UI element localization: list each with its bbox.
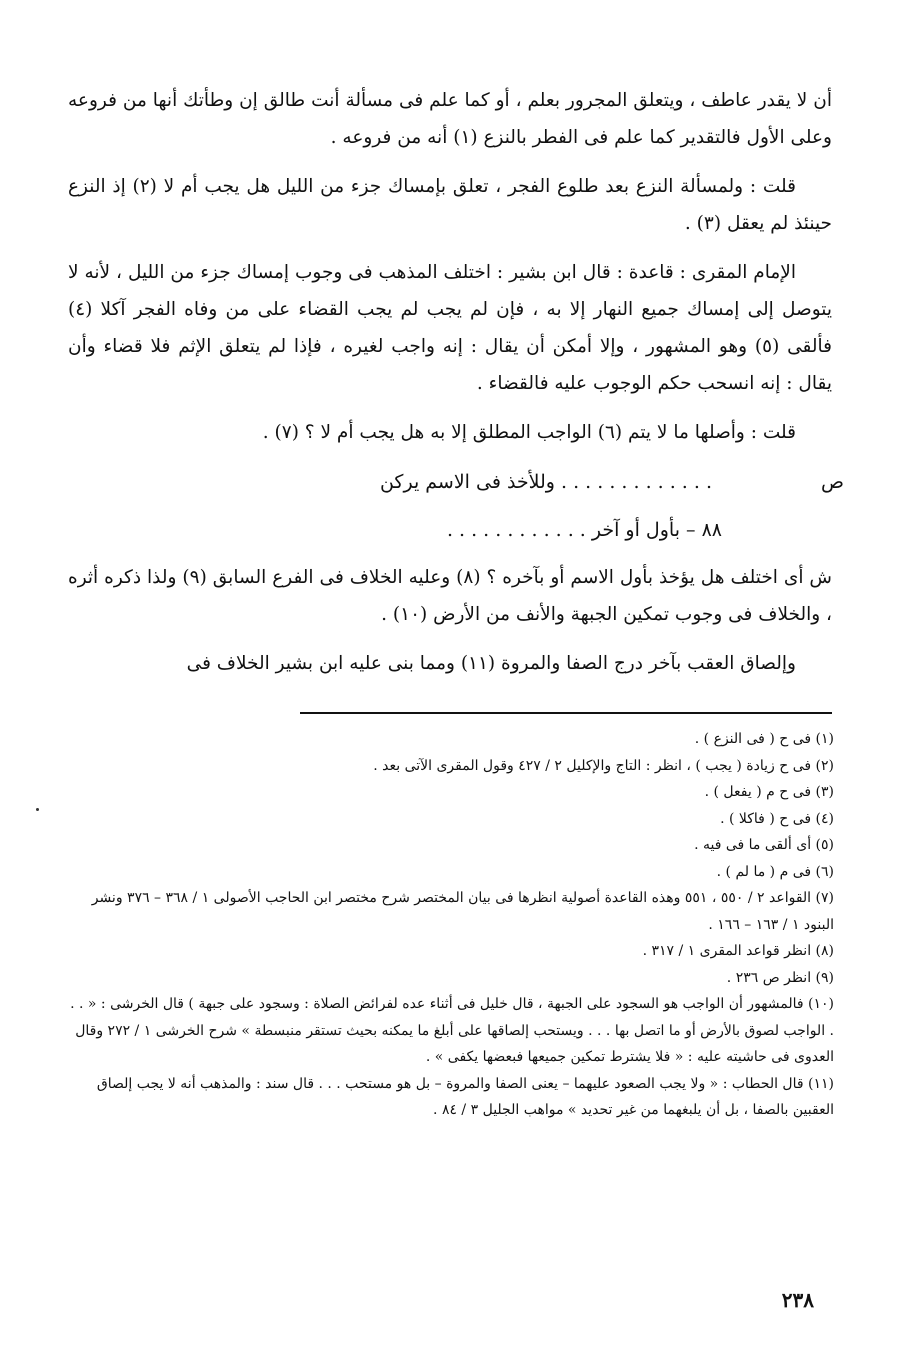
verse-text-1: . . . . . . . . . . . . . وللأخذ فى الاسم يركن (379, 471, 712, 493)
margin-dot (36, 808, 39, 811)
footnote: (٥) أى ألقى ما فى فيه . (694, 837, 834, 853)
footnote: (٢) فى ح زيادة ( يجب ) ، انظر : التاج والإكليل ٢ / ٤٢٧ وقول المقرى الآتى بعد . (373, 757, 834, 774)
footnote: (١٠) فالمشهور أن الواجب هو السجود على الجبهة ، قال خليل فى أثناء عده لفرائض الصلاة : وسجود على جبهة ) قال الخرشى : « . . . الواجب لصوق بالأرض أو ما اتصل بها . . . ويستحب إلصاقها على أبلغ ما يمكنه بحيث تستقر منبسطة » شرح الخرشى ١ / ٢٧٢ وقال العدوى فى حاشيته عليه : « فلا يشترط تمكين جميعها فبعضها يكفى » . (70, 996, 834, 1065)
paragraph-2: قلت : ولمسألة النزع بعد طلوع الفجر ، تعلق بإمساك جزء من الليل هل يجب أم لا (٢) إذ النزع حينئذ لم يعقل (٣) . (68, 176, 832, 234)
paragraph-3: الإمام المقرى : قاعدة : قال ابن بشير : اختلف المذهب فى وجوب إمساك جزء من الليل ، لأنه لا يتوصل إلى إمساك جميع النهار إلا به ، فإن لم يجب لم يجب القضاء على من وفاه الفجر آكلا (٤) فألقى (٥) وهو المشهور ، وإلا أمكن أن يقال : إنه واجب لغيره ، فإذا لم يتعلق الإثم فلا قضاء وأن يقال : إنه انسحب حكم الوجوب عليه فالقضاء . (68, 262, 832, 394)
verse-line-1 (68, 463, 844, 511)
paragraph-1: أن لا يقدر عاطف ، ويتعلق المجرور بعلم ، أو كما علم فى مسألة أنت طالق إن وطأتك أنها من فروعه وعلى الأول فالتقدير كما علم فى الفطر بالنزع (١) أنه من فروعه . (68, 90, 832, 148)
footnote: (٣) فى ح م ( يفعل ) . (704, 784, 834, 800)
footnote: (١١) قال الحطاب : « ولا يجب الصعود عليهما – يعنى الصفا والمروة – بل هو مستحب . . . قال سند : والمذهب أنه لا يجب إلصاق العقبين بالصفا ، بل أن يلبغهما من غير تحديد » مواهب الجليل ٣ / ٨٤ . (96, 1075, 834, 1118)
footnote: (٧) القواعد ٢ / ٥٥٠ ، ٥٥١ وهذه القاعدة أصولية انظرها فى بيان المختصر شرح مختصر ابن الحاجب الأصولى ١ / ٣٦٨ – ٣٧٦ ونشر البنود ١ / ١٦٣ – ١٦٦ . (91, 890, 834, 933)
verse-line-2 (68, 511, 832, 559)
footnote: (١) فى ح ( فى النزع ) . (694, 731, 834, 747)
footnote: (٦) فى م ( ما لم ) . (716, 863, 834, 880)
verse-label: ص (821, 471, 844, 493)
footnote: (٤) فى ح ( فاكلا ) . (720, 810, 834, 827)
footnote: (٩) انظر ص ٢٣٦ . (726, 969, 834, 986)
verse-text-2: ٨٨ – بأول أو آخر . . . . . . . . . . . . (446, 519, 722, 541)
footnote-divider (300, 712, 832, 714)
paragraph-6: وإلصاق العقب بآخر درج الصفا والمروة (١١) ومما بنى عليه ابن بشير الخلاف فى (186, 653, 796, 674)
footnote: (٨) انظر قواعد المقرى ١ / ٣١٧ . (642, 943, 834, 959)
paragraph-5: ش أى اختلف هل يؤخذ بأول الاسم أو بآخره ؟ (٨) وعليه الخلاف فى الفرع السابق (٩) ولذا ذكره أثره ، والخلاف فى وجوب تمكين الجبهة والأنف من الأرض (١٠) . (68, 567, 833, 625)
paragraph-4: قلت : وأصلها ما لا يتم (٦) الواجب المطلق إلا به هل يجب أم لا ؟ (٧) . (262, 422, 796, 443)
main-text (68, 82, 844, 694)
page-number: ٢٣٨ (781, 1288, 814, 1312)
footnotes (68, 726, 834, 1124)
